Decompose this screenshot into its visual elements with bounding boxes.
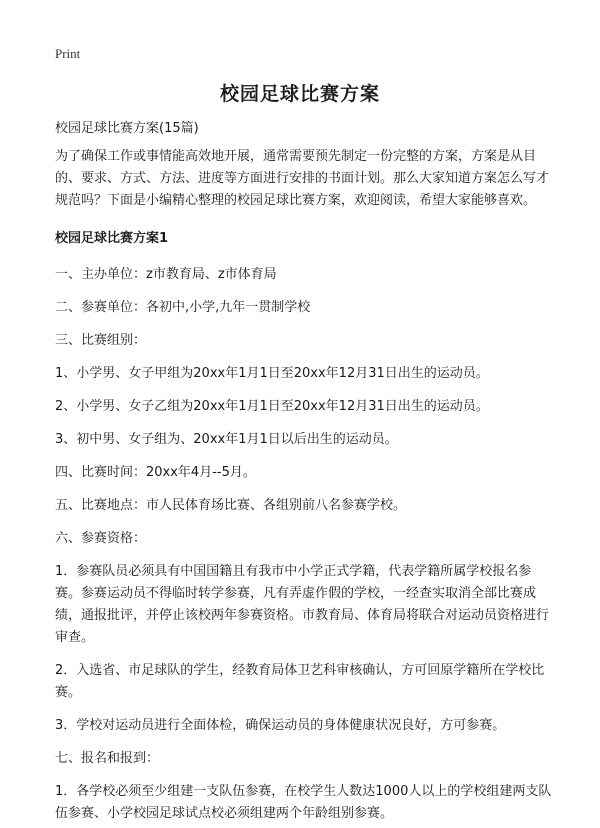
list-item: 五、比赛地点：市人民体育场比赛、各组别前八名参赛学校。: [55, 498, 407, 513]
document-subtitle: 校园足球比赛方案(15篇): [55, 121, 199, 136]
list-item: 七、报名和报到：: [55, 751, 160, 766]
list-item: 二、参赛单位：各初中,小学,九年一贯制学校: [55, 300, 311, 315]
list-item: 2．入选省、市足球队的学生，经教育局体卫艺科审核确认，方可回原学籍所在学校比赛。: [55, 663, 545, 700]
list-item: 1．各学校必须至少组建一支队伍参赛，在校学生人数达1000人以上的学校组建两支队伍参赛、小学校园足球试点校必须组建两个年龄组别参赛。: [55, 784, 552, 821]
list-item: 1、小学男、女子甲组为20xx年1月1日至20xx年12月31日出生的运动员。: [55, 366, 489, 381]
intro-paragraph: 为了确保工作或事情能高效地开展，通常需要预先制定一份完整的方案，方案是从目的、要求、方式、方法、进度等方面进行安排的书面计划。那么大家知道方案怎么写才规范吗？下面是小编精心整理的校园足球比赛方案，欢迎阅读，希望大家能够喜欢。: [55, 149, 550, 208]
document-body: [55, 118, 555, 828]
list-item: 1．参赛队员必须具有中国国籍且有我市中小学正式学籍，代表学籍所属学校报名参赛。参赛运动员不得临时转学参赛，凡有弄虚作假的学校，一经查实取消全部比赛成绩，通报批评，并停止该校两年参赛资格。市教育局、体育局将联合对运动员资格进行审查。: [55, 564, 550, 645]
list-item: 3．学校对运动员进行全面体检，确保运动员的身体健康状况良好，方可参赛。: [55, 718, 506, 733]
list-item: 2、小学男、女子乙组为20xx年1月1日至20xx年12月31日出生的运动员。: [55, 399, 489, 414]
list-item: 四、比赛时间：20xx年4月--5月。: [55, 465, 256, 480]
print-link[interactable]: Print: [55, 46, 81, 61]
list-item: 3、初中男、女子组为、20xx年1月1日以后出生的运动员。: [55, 432, 398, 447]
list-item: 六、参赛资格：: [55, 531, 147, 546]
list-item: 一、主办单位：z市教育局、z市体育局: [55, 267, 277, 282]
page-title: 校园足球比赛方案: [219, 83, 380, 105]
list-item: 三、比赛组别：: [55, 333, 147, 348]
section-heading: 校园足球比赛方案1: [55, 231, 169, 246]
